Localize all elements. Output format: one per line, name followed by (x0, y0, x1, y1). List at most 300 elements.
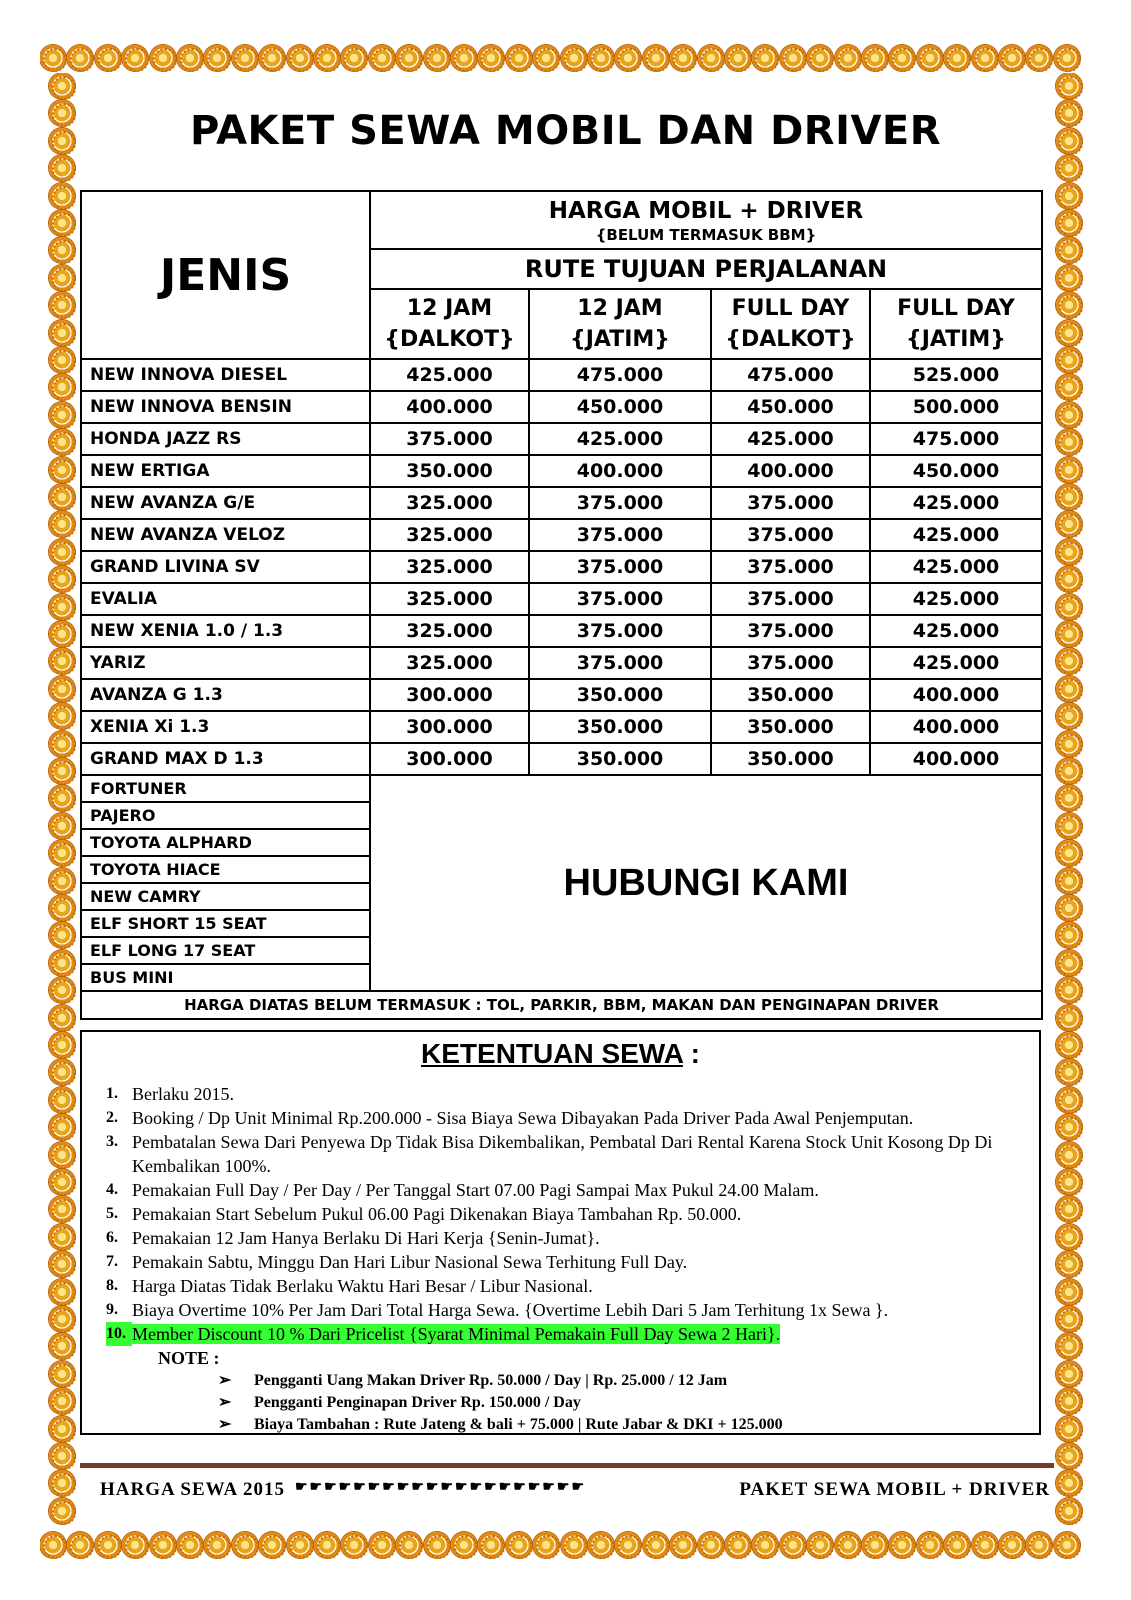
sun-icon (1056, 1279, 1082, 1305)
sun-icon (478, 1532, 504, 1558)
sun-icon (561, 45, 587, 71)
sun-icon (67, 45, 93, 71)
ketentuan-item-text: Pemakaian Full Day / Per Day / Per Tanggal Start 07.00 Pagi Sampai Max Pukul 24.00 Malam. (132, 1180, 819, 1200)
sun-icon (49, 1087, 75, 1113)
car-name-cell: PAJERO (81, 802, 370, 829)
column-header (370, 289, 529, 359)
price-cell: 425.000 (870, 519, 1042, 551)
sun-icon (1056, 648, 1082, 674)
car-name-cell: NEW ERTIGA (81, 455, 370, 487)
price-table (80, 190, 1043, 1020)
table-row (81, 455, 1042, 487)
sun-icon (807, 45, 833, 71)
sun-icon (1056, 511, 1082, 537)
sun-icon (49, 1443, 75, 1469)
price-cell: 350.000 (529, 679, 711, 711)
sun-icon (1056, 484, 1082, 510)
sun-icon (752, 45, 778, 71)
ketentuan-item-text-wrap (132, 1274, 1026, 1298)
ketentuan-item (106, 1322, 1026, 1346)
price-cell: 325.000 (370, 551, 529, 583)
sun-icon (1056, 1196, 1082, 1222)
sun-icon (1056, 100, 1082, 126)
price-cell: 425.000 (870, 583, 1042, 615)
sun-icon (1056, 950, 1082, 976)
car-name-cell: GRAND LIVINA SV (81, 551, 370, 583)
sun-icon (49, 1196, 75, 1222)
car-name-cell: HONDA JAZZ RS (81, 423, 370, 455)
price-cell: 400.000 (870, 743, 1042, 775)
sun-icon (451, 45, 477, 71)
sun-icon (232, 1532, 258, 1558)
sun-icon (1056, 1059, 1082, 1085)
ketentuan-title (82, 1038, 1039, 1070)
sun-icon (1056, 1470, 1082, 1496)
sun-icon (314, 45, 340, 71)
table-row (81, 359, 1042, 391)
sun-icon (1056, 1361, 1082, 1387)
sun-icon (1056, 539, 1082, 565)
sun-icon (49, 1416, 75, 1442)
sun-icon (862, 1532, 888, 1558)
sun-icon (1056, 813, 1082, 839)
sun-icon (1056, 785, 1082, 811)
column-header (529, 289, 711, 359)
footer-pointing-hands: ☛☛☛☛☛☛☛☛☛☛☛☛☛☛☛☛☛☛☛☛ (295, 1480, 587, 1495)
sun-icon (49, 868, 75, 894)
sun-icon (49, 374, 75, 400)
sun-icon (49, 457, 75, 483)
sun-icon (588, 45, 614, 71)
arrow-bullet-icon: ➢ (218, 1394, 232, 1411)
sun-icon (1056, 1251, 1082, 1277)
price-cell: 325.000 (370, 647, 529, 679)
sun-icon (972, 45, 998, 71)
column-header-line2: {DALKOT} (384, 327, 515, 352)
price-cell: 425.000 (870, 551, 1042, 583)
sun-icon (49, 484, 75, 510)
ketentuan-item-text: Pembatalan Sewa Dari Penyewa Dp Tidak Bisa Dikembalikan, Pembatal Dari Rental Karena Stock Unit Kosong Dp Di Kembalikan 100%. (132, 1132, 993, 1176)
ketentuan-item-number: 10. (106, 1322, 132, 1346)
sun-icon (49, 1388, 75, 1414)
ketentuan-item-number: 3. (106, 1133, 118, 1150)
footer-left-text: HARGA SEWA 2015 (100, 1479, 285, 1500)
sun-icon (1056, 374, 1082, 400)
sun-icon (615, 1532, 641, 1558)
sun-icon (1056, 977, 1082, 1003)
sun-icon (725, 1532, 751, 1558)
sun-icon (1056, 895, 1082, 921)
sun-icon (369, 1532, 395, 1558)
ketentuan-item-number: 2. (106, 1109, 118, 1126)
ketentuan-item-number: 7. (106, 1253, 118, 1270)
sun-icon (49, 1251, 75, 1277)
car-name-cell: NEW AVANZA G/E (81, 487, 370, 519)
sun-icon (259, 45, 285, 71)
contact-row (81, 775, 1042, 802)
sun-icon (1056, 1114, 1082, 1140)
price-cell: 300.000 (370, 679, 529, 711)
price-cell: 325.000 (370, 487, 529, 519)
sun-icon (1056, 594, 1082, 620)
sun-icon (150, 1532, 176, 1558)
ketentuan-item-text: Pemakaian Start Sebelum Pukul 06.00 Pagi Dikenakan Biaya Tambahan Rp. 50.000. (132, 1204, 742, 1224)
price-cell: 375.000 (529, 551, 711, 583)
ketentuan-item-number: 8. (106, 1277, 118, 1294)
sun-icon (177, 45, 203, 71)
sun-icon (49, 1032, 75, 1058)
sun-icon (1054, 1532, 1080, 1558)
jenis-header: JENIS (81, 191, 370, 359)
price-cell: 375.000 (370, 423, 529, 455)
sun-icon (49, 594, 75, 620)
price-cell: 375.000 (529, 647, 711, 679)
price-cell: 400.000 (711, 455, 870, 487)
price-cell: 375.000 (711, 487, 870, 519)
sun-icon (670, 45, 696, 71)
hubungi-kami-label: HUBUNGI KAMI (370, 775, 1042, 991)
table-row (81, 615, 1042, 647)
table-row (81, 711, 1042, 743)
ketentuan-item (106, 1178, 1026, 1202)
sun-icon (204, 1532, 230, 1558)
sun-icon (533, 1532, 559, 1558)
ketentuan-box (80, 1030, 1041, 1435)
price-cell: 375.000 (711, 583, 870, 615)
car-name-cell: AVANZA G 1.3 (81, 679, 370, 711)
price-cell: 350.000 (711, 679, 870, 711)
ketentuan-item-text: Biaya Overtime 10% Per Jam Dari Total Harga Sewa. {Overtime Lebih Dari 5 Jam Terhitung 1x Sewa }. (132, 1300, 889, 1320)
column-header-line1: FULL DAY (897, 296, 1015, 321)
decorative-border-top (40, 43, 1095, 73)
column-header-line2: {DALKOT} (725, 327, 856, 352)
sun-icon (396, 1532, 422, 1558)
sun-icon (1056, 703, 1082, 729)
sun-icon (1056, 1416, 1082, 1442)
car-name-cell: NEW AVANZA VELOZ (81, 519, 370, 551)
footer-divider (80, 1463, 1054, 1468)
ketentuan-item-text: Harga Diatas Tidak Berlaku Waktu Hari Besar / Libur Nasional. (132, 1276, 593, 1296)
sun-icon (1056, 128, 1082, 154)
sun-icon (49, 210, 75, 236)
sun-icon (725, 45, 751, 71)
sun-icon (67, 1532, 93, 1558)
sun-icon (49, 922, 75, 948)
sun-icon (1056, 922, 1082, 948)
ketentuan-item (106, 1298, 1026, 1322)
sun-icon (49, 1498, 75, 1524)
sun-icon (972, 1532, 998, 1558)
price-cell: 325.000 (370, 615, 529, 647)
ketentuan-item-text: Member Discount 10 % Dari Pricelist {Syarat Minimal Pemakain Full Day Sewa 2 Hari}. (132, 1324, 781, 1344)
sun-icon (49, 511, 75, 537)
harga-main-label: HARGA MOBIL + DRIVER (548, 198, 864, 224)
sun-icon (1056, 1005, 1082, 1031)
sun-icon (49, 347, 75, 373)
sun-icon (49, 1114, 75, 1140)
ketentuan-item-text-wrap (132, 1250, 1026, 1274)
sun-icon (1056, 1498, 1082, 1524)
car-name-cell: TOYOTA HIACE (81, 856, 370, 883)
price-cell: 475.000 (529, 359, 711, 391)
price-cell: 450.000 (529, 391, 711, 423)
sun-icon (49, 1361, 75, 1387)
sun-icon (944, 1532, 970, 1558)
ketentuan-item-text: Berlaku 2015. (132, 1084, 234, 1104)
sun-icon (1056, 758, 1082, 784)
sun-icon (1056, 621, 1082, 647)
sun-icon (40, 1532, 66, 1558)
sun-icon (49, 539, 75, 565)
page-title: PAKET SEWA MOBIL DAN DRIVER (189, 108, 942, 154)
price-cell: 350.000 (529, 743, 711, 775)
sun-icon (1056, 1333, 1082, 1359)
note-item (218, 1414, 1026, 1436)
ketentuan-item (106, 1274, 1026, 1298)
sun-icon (1056, 1142, 1082, 1168)
price-cell: 350.000 (711, 711, 870, 743)
sun-icon (643, 1532, 669, 1558)
sun-icon (49, 785, 75, 811)
sun-icon (780, 1532, 806, 1558)
ketentuan-item (106, 1082, 1026, 1106)
sun-icon (1054, 45, 1080, 71)
sun-icon (122, 1532, 148, 1558)
car-name-cell: EVALIA (81, 583, 370, 615)
car-name-cell: GRAND MAX D 1.3 (81, 743, 370, 775)
ketentuan-item-text-wrap (132, 1178, 1026, 1202)
sun-icon (1026, 1532, 1052, 1558)
price-cell: 350.000 (529, 711, 711, 743)
price-cell: 375.000 (711, 647, 870, 679)
table-row (81, 743, 1042, 775)
price-cell: 375.000 (529, 615, 711, 647)
table-row (81, 423, 1042, 455)
sun-icon (944, 45, 970, 71)
column-header (711, 289, 870, 359)
sun-icon (533, 45, 559, 71)
price-cell: 375.000 (711, 519, 870, 551)
price-cell: 375.000 (711, 551, 870, 583)
sun-icon (1056, 1388, 1082, 1414)
ketentuan-item-text-wrap (132, 1322, 1026, 1346)
table-row (81, 487, 1042, 519)
sun-icon (1056, 265, 1082, 291)
sun-icon (122, 45, 148, 71)
sun-icon (49, 402, 75, 428)
sun-icon (49, 950, 75, 976)
sun-icon (478, 45, 504, 71)
column-header-line1: 12 JAM (577, 296, 663, 321)
car-name-cell: NEW INNOVA BENSIN (81, 391, 370, 423)
ketentuan-item-text-wrap (132, 1106, 1026, 1130)
sun-icon (1056, 840, 1082, 866)
sun-icon (643, 45, 669, 71)
price-cell: 500.000 (870, 391, 1042, 423)
sun-icon (49, 895, 75, 921)
sun-icon (287, 45, 313, 71)
sun-icon (1056, 210, 1082, 236)
sun-icon (49, 813, 75, 839)
footnote-row (81, 991, 1042, 1019)
sun-icon (451, 1532, 477, 1558)
ketentuan-title-colon: : (682, 1038, 700, 1069)
price-cell: 400.000 (870, 679, 1042, 711)
sun-icon (49, 429, 75, 455)
sun-icon (259, 1532, 285, 1558)
sun-icon (1056, 1032, 1082, 1058)
price-cell: 375.000 (529, 487, 711, 519)
sun-icon (1056, 1306, 1082, 1332)
sun-icon (506, 1532, 532, 1558)
sun-icon (49, 237, 75, 263)
price-cell: 375.000 (529, 519, 711, 551)
sun-icon (49, 1059, 75, 1085)
sun-icon (49, 1470, 75, 1496)
sun-icon (341, 45, 367, 71)
price-cell: 525.000 (870, 359, 1042, 391)
sun-icon (49, 1005, 75, 1031)
price-cell: 325.000 (370, 519, 529, 551)
sun-icon (49, 1279, 75, 1305)
sun-icon (1056, 320, 1082, 346)
price-cell: 425.000 (870, 647, 1042, 679)
sun-icon (862, 45, 888, 71)
sun-icon (506, 45, 532, 71)
sun-icon (1056, 1169, 1082, 1195)
sun-icon (1056, 1224, 1082, 1250)
price-cell: 400.000 (370, 391, 529, 423)
sun-icon (49, 1224, 75, 1250)
ketentuan-item-text-wrap (132, 1298, 1026, 1322)
price-cell: 450.000 (711, 391, 870, 423)
sun-icon (204, 45, 230, 71)
sun-icon (424, 45, 450, 71)
harga-sub-label: {BELUM TERMASUK BBM} (595, 226, 817, 244)
ketentuan-title-text: KETENTUAN SEWA (421, 1038, 683, 1069)
sun-icon (49, 648, 75, 674)
price-cell: 350.000 (370, 455, 529, 487)
sun-icon (1056, 868, 1082, 894)
column-header-line2: {JATIM} (570, 327, 670, 352)
sun-icon (49, 1169, 75, 1195)
sun-icon (287, 1532, 313, 1558)
car-name-cell: YARIZ (81, 647, 370, 679)
sun-icon (1056, 73, 1082, 99)
sun-icon (49, 621, 75, 647)
sun-icon (49, 731, 75, 757)
sun-icon (1056, 676, 1082, 702)
sun-icon (396, 45, 422, 71)
sun-icon (341, 1532, 367, 1558)
ketentuan-item-number: 9. (106, 1301, 118, 1318)
sun-icon (588, 1532, 614, 1558)
sun-icon (49, 73, 75, 99)
sun-icon (1056, 1087, 1082, 1113)
sun-icon (49, 128, 75, 154)
car-name-cell: TOYOTA ALPHARD (81, 829, 370, 856)
note-text: Biaya Tambahan : Rute Jateng & bali + 75.000 | Rute Jabar & DKI + 125.000 (254, 1416, 783, 1433)
price-cell: 325.000 (370, 583, 529, 615)
sun-icon (424, 1532, 450, 1558)
price-cell: 475.000 (711, 359, 870, 391)
sun-icon (49, 566, 75, 592)
footer-right-text: PAKET SEWA MOBIL + DRIVER (739, 1479, 1050, 1500)
car-name-cell: NEW CAMRY (81, 883, 370, 910)
sun-icon (49, 183, 75, 209)
price-cell: 400.000 (870, 711, 1042, 743)
sun-icon (807, 1532, 833, 1558)
price-footnote: HARGA DIATAS BELUM TERMASUK : TOL, PARKIR, BBM, MAKAN DAN PENGINAPAN DRIVER (81, 991, 1042, 1019)
column-header-line1: 12 JAM (406, 296, 493, 321)
price-cell: 425.000 (870, 615, 1042, 647)
sun-icon (1056, 347, 1082, 373)
price-cell: 425.000 (529, 423, 711, 455)
sun-icon (150, 45, 176, 71)
car-name-cell: NEW XENIA 1.0 / 1.3 (81, 615, 370, 647)
note-item (218, 1370, 1026, 1392)
sun-icon (1056, 237, 1082, 263)
sun-icon (1026, 45, 1052, 71)
arrow-bullet-icon: ➢ (218, 1372, 232, 1389)
table-row (81, 519, 1042, 551)
sun-icon (1056, 1443, 1082, 1469)
sun-icon (670, 1532, 696, 1558)
price-cell: 300.000 (370, 711, 529, 743)
note-text: Pengganti Uang Makan Driver Rp. 50.000 / Day | Rp. 25.000 / 12 Jam (254, 1372, 728, 1389)
car-name-cell: ELF SHORT 15 SEAT (81, 910, 370, 937)
price-cell: 450.000 (870, 455, 1042, 487)
price-cell: 300.000 (370, 743, 529, 775)
sun-icon (49, 265, 75, 291)
price-cell: 375.000 (711, 615, 870, 647)
car-name-cell: XENIA Xi 1.3 (81, 711, 370, 743)
table-row (81, 647, 1042, 679)
sun-icon (177, 1532, 203, 1558)
note-text: Pengganti Penginapan Driver Rp. 150.000 / Day (254, 1394, 581, 1411)
sun-icon (49, 1142, 75, 1168)
sun-icon (917, 1532, 943, 1558)
table-row (81, 583, 1042, 615)
sun-icon (561, 1532, 587, 1558)
sun-icon (49, 155, 75, 181)
sun-icon (1056, 155, 1082, 181)
price-cell: 425.000 (711, 423, 870, 455)
ketentuan-item-number: 5. (106, 1205, 118, 1222)
sun-icon (95, 1532, 121, 1558)
ketentuan-item (106, 1106, 1026, 1130)
sun-icon (835, 1532, 861, 1558)
sun-icon (49, 100, 75, 126)
sun-icon (1056, 566, 1082, 592)
table-row (81, 391, 1042, 423)
sun-icon (49, 1333, 75, 1359)
column-header (870, 289, 1042, 359)
column-header-line2: {JATIM} (906, 327, 1006, 352)
harga-header (370, 191, 1042, 249)
sun-icon (1056, 457, 1082, 483)
price-cell: 400.000 (529, 455, 711, 487)
ketentuan-item-text-wrap (132, 1202, 1026, 1226)
sun-icon (49, 840, 75, 866)
price-cell: 350.000 (711, 743, 870, 775)
sun-icon (698, 1532, 724, 1558)
ketentuan-item-number: 1. (106, 1085, 118, 1102)
sun-icon (889, 45, 915, 71)
sun-icon (999, 45, 1025, 71)
sun-icon (615, 45, 641, 71)
sun-icon (314, 1532, 340, 1558)
